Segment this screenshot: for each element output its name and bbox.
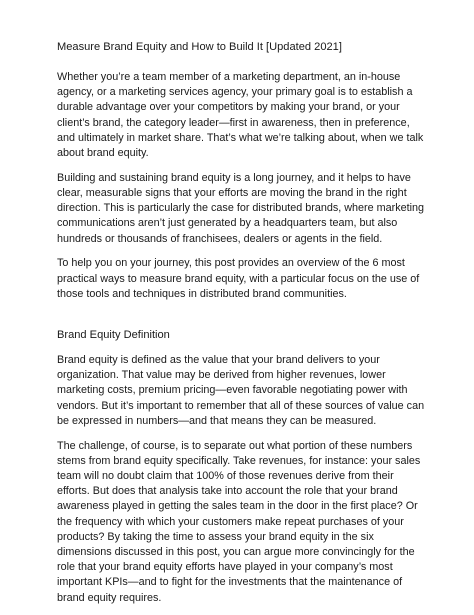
intro-paragraph-3: To help you on your journey, this post provides an overview of the 6 most practical ways to measure brand equity, with a particular focus on the use of those tools and techniques in distributed brand communities. <box>57 257 420 300</box>
document-title: Measure Brand Equity and How to Build It [Updated 2021] <box>57 41 342 53</box>
section-paragraph-1: Brand equity is defined as the value that your brand delivers to your organization. That value may be derived from higher revenues, lower marketing costs, premium pricing—even favorable negotiating power with vendors. But it’s important to remember that all of these sources of value can be expressed in numbers—and that means they can be measured. <box>57 354 425 427</box>
section-heading: Brand Equity Definition <box>57 329 170 342</box>
document-page <box>57 40 429 615</box>
intro-paragraph-2: Building and sustaining brand equity is a long journey, and it helps to have clear, measurable signs that your efforts are moving the brand in the right direction. This is particularly the case for distributed brands, where marketing communications aren’t just generated by a headquarters team, but also hundreds or thousands of franchisees, dealers or agents in the field. <box>57 171 425 245</box>
section-paragraph-2: The challenge, of course, is to separate out what portion of these numbers stems from brand equity specifically. Take revenues, for instance: your sales team will no doubt claim that 100% of those revenues derive from their efforts. But does that analysis take into account the role that your brand awareness played in getting the sales team in the door in the first place? Or the frequency with which your customers make repeat purchases of your products? By taking the time to assess your brand equity in the six dimensions discussed in this post, you can argue more convincingly for the role that your brand equity efforts have played in your company’s most important KPIs—and to fight for the investments that the maintenance of brand equity requires. <box>57 439 421 604</box>
intro-paragraph-1: Whether you’re a team member of a marketing department, an in-house agency, or a marketing services agency, your primary goal is to establish a durable advantage over your competitors by making your brand, or your client’s brand, the category leader—first in awareness, then in preference, and ultimately in market share. That’s what we’re talking about, when we talk about brand equity. <box>57 71 424 160</box>
